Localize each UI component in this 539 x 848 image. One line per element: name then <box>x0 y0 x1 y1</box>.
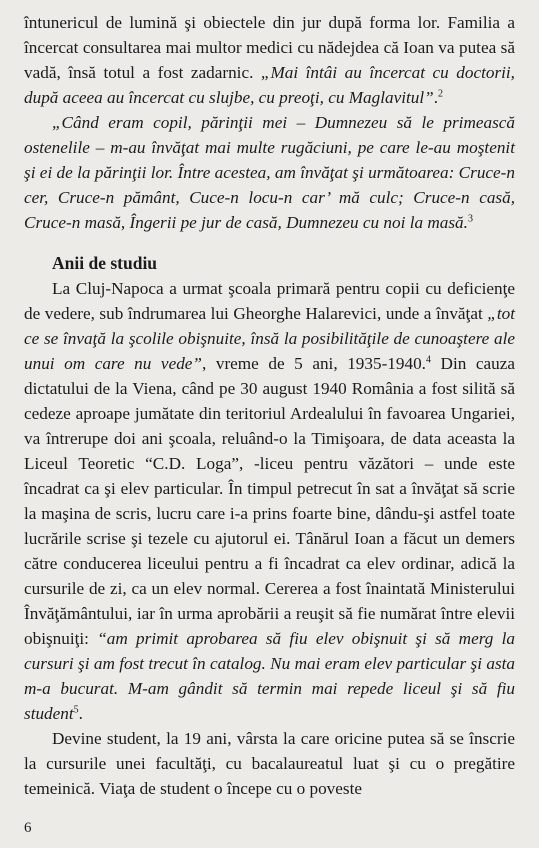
body-text-bottom <box>24 276 515 801</box>
page-number: 6 <box>24 820 32 836</box>
footnote-marker: 2 <box>438 88 443 100</box>
paragraph-text: La Cluj-Napoca a urmat şcoala primară pentru copii cu deficienţe de vedere, sub îndrumarea lui Gheorghe Halarevici, unde a învăţat <box>24 279 515 323</box>
quotation-text: „Când eram copil, părinţii mei – Dumnezeu să le primească ostenelile – m-au învăţat mai multe rugăciuni, pe care le-au moştenit şi ei de la părinţii lor. Între acestea, am învăţat şi următoarea: Cruce-n cer, Cruce-n pământ, Cuce-n locu-n car’ mă culc; Cruce-n casă, Cruce-n masă, Îngerii pe jur de casă, Dumnezeu cu noi la masă. <box>24 113 515 232</box>
footnote-marker: 5 <box>73 704 79 716</box>
paragraph-text: . <box>433 88 438 107</box>
footnote-marker: 3 <box>467 213 473 225</box>
section-heading: Anii de studiu <box>52 253 158 273</box>
paragraph-text: . <box>78 704 83 723</box>
paragraph-p1 <box>24 10 515 110</box>
footnote-marker: 4 <box>425 354 431 366</box>
paragraph-p3 <box>24 276 515 726</box>
paragraph-text: Din cauza dictatului de la Viena, când pe 30 august 1940 România a fost silită să cedeze aproape jumătate din teritoriul Ardealului în favoarea Ungariei, va întrerupe doi ani şcoala, reluând-o la Timişoara, de data aceasta la Liceul Teoretic “C.D. Loga”, -liceu pentru văzători – unde este încadrat ca şi elev particular. În timpul petrecut în sat a învăţat să scrie la maşina de scris, lucru care i-a prins foarte bine, dându-şi astfel toate lucrările scrise şi tezele cu ajutorul ei. Tânărul Ioan a făcut un demers către conducerea liceului pentru a fi încadrat ca elev ordinar, adică la cursurile de zi, ca un elev normal. Cererea a fost înaintată Ministerului Învăţământului, iar în urma aprobării a reuşit să fie numărat între elevii obişnuiţi: <box>24 354 516 648</box>
paragraph-text: , vreme de 5 ani, 1935-1940. <box>201 354 426 373</box>
quotation-text: „tot ce se învaţă la şcolile obişnuite, însă la posibilităţile de cunoaştere ale unui om care nu vede” <box>24 304 515 373</box>
quotation-text: „Mai întâi au încercat cu doctorii, după aceea au încercat cu slujbe, cu preoţi, cu Maglavitul” <box>24 63 515 107</box>
paragraph-text: Devine student, la 19 ani, vârsta la care oricine putea să se înscrie la cursurile unei facultăţi, cu bacalaureatul luat şi cu o pregătire temeinică. Viaţa de student o începe cu o poveste <box>24 729 515 798</box>
quotation-text: “am primit aprobarea să fiu elev obişnuit şi să merg la cursuri şi am fost trecut în catalog. Nu mai eram elev particular şi asta m-a bucurat. M-am gândit să termin mai repede liceul şi să fiu student <box>24 629 515 723</box>
paragraph-text: întunericul de lumină şi obiectele din jur după forma lor. Familia a încercat consultarea mai multor medici cu nădejdea că Ioan va putea să vadă, însă totul a fost zadarnic. <box>24 13 515 82</box>
paragraph-p4 <box>24 726 515 801</box>
body-text-top <box>24 10 515 235</box>
paragraph-p2 <box>24 110 515 235</box>
